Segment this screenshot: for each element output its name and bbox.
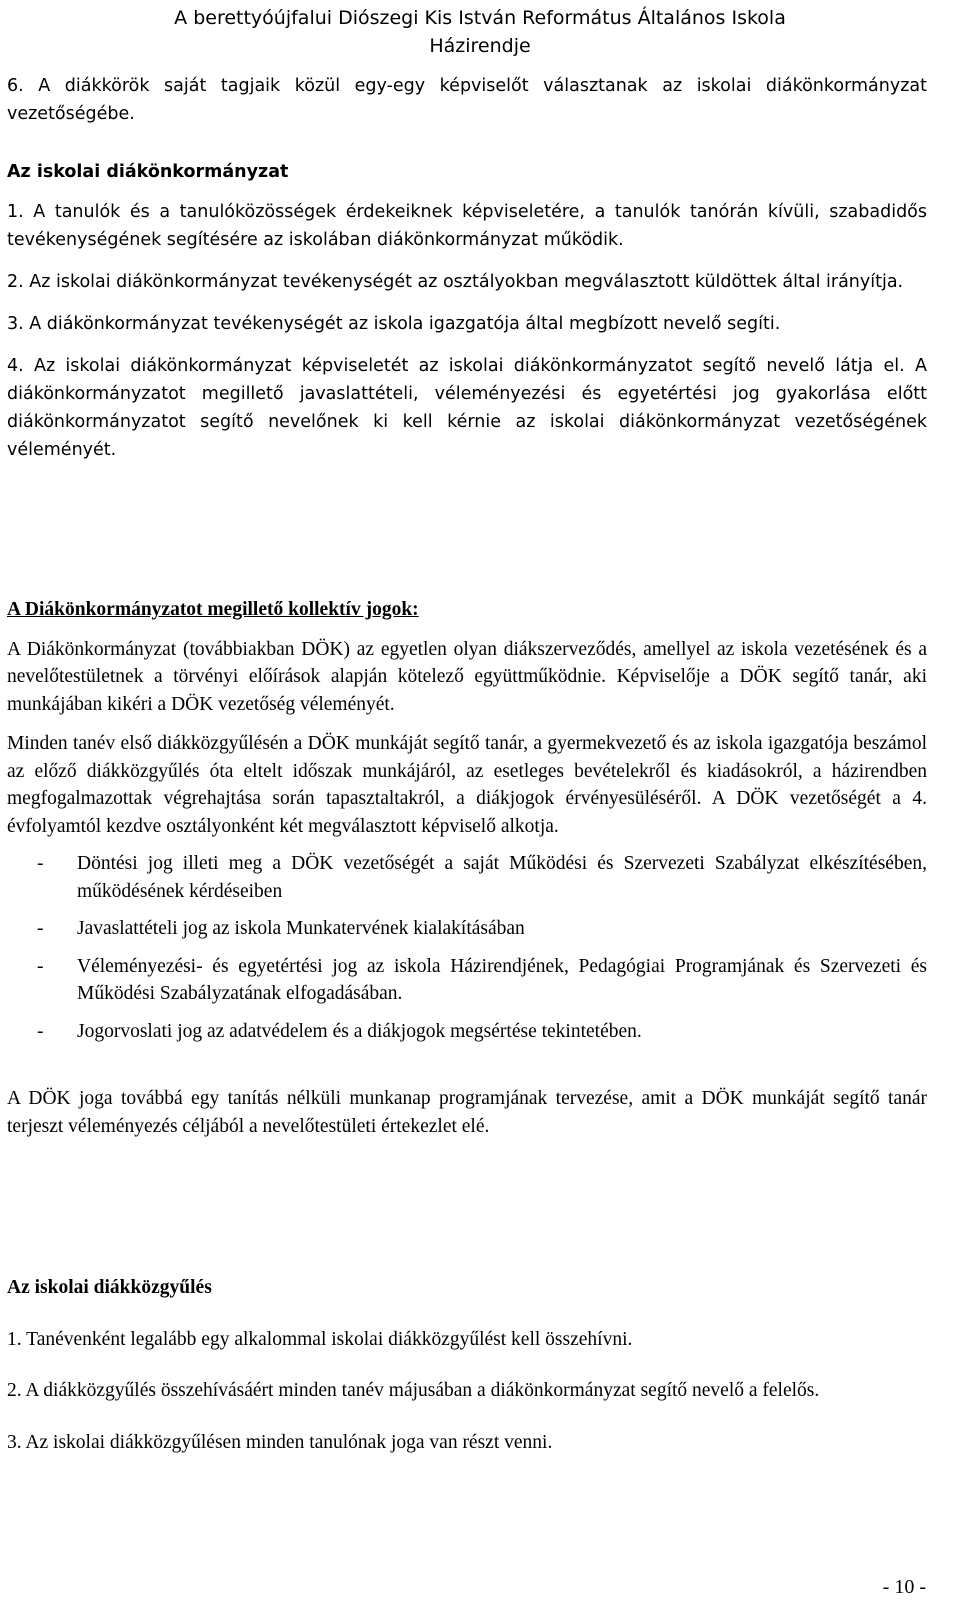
- section-heading-assembly: Az iskolai diákközgyűlés: [7, 1277, 212, 1298]
- list-item: [7, 1018, 927, 1046]
- assembly-section: [7, 1274, 927, 1456]
- assembly-paragraph-1: 1. Tanévenként legalább egy alkalommal iskolai diákközgyűlést kell összehívni.: [7, 1328, 633, 1350]
- list-item: [7, 953, 927, 1008]
- paragraph-6: 6. A diákkörök saját tagjaik közül egy-egy képviselőt választanak az iskolai diákönkormányzat vezetőségébe.: [7, 76, 927, 124]
- dok-section: [7, 158, 927, 464]
- list-item-text: Véleményezési- és egyetértési jog az iskola Házirendjének, Pedagógiai Programjának és Szervezeti és Működési Szabályzatának elfogadásában.: [77, 955, 927, 1004]
- page-number: - 10 -: [882, 1576, 926, 1598]
- list-item-text: Döntési jog illeti meg a DÖK vezetőségét a saját Működési és Szervezeti Szabályzat elkészítésében, működésének kérdéseiben: [77, 853, 927, 902]
- list-item-text: Jogorvoslati jog az adatvédelem és a diákjogok megsértése tekintetében.: [77, 1020, 642, 1042]
- dok-paragraph-3: 3. A diákönkormányzat tevékenységét az iskola igazgatója által megbízott nevelő segíti.: [7, 314, 781, 334]
- assembly-paragraph-3: 3. Az iskolai diákközgyűlésen minden tanulónak joga van részt venni.: [7, 1431, 553, 1453]
- rights-paragraph-3: A DÖK joga továbbá egy tanítás nélküli munkanap programjának tervezése, amit a DÖK munkáját segítő tanár terjeszt véleményezés céljából a nevelőtestületi értekezlet elé.: [7, 1088, 927, 1137]
- list-dash: -: [37, 853, 44, 874]
- header-school-name: A berettyóújfalui Diószegi Kis István Református Általános Iskola: [174, 7, 786, 29]
- section-heading-dok: Az iskolai diákönkormányzat: [7, 162, 289, 182]
- intro-block: [7, 72, 927, 128]
- rights-section: [7, 596, 927, 1140]
- list-item: [7, 850, 927, 905]
- list-item-text: Javaslattételi jog az iskola Munkatervének kialakításában: [77, 918, 525, 939]
- header-document-title: Házirendje: [429, 35, 531, 57]
- rights-paragraph-1: A Diákönkormányzat (továbbiakban DÖK) az egyetlen olyan diákszerveződés, amellyel az iskola vezetésének és a nevelőtestületnek a törvényi előírások alapján kötelező együttműködnie. Képviselője a DÖK segítő tanár, aki munkájában kikéri a DÖK vezetőség véleményét.: [7, 638, 927, 715]
- list-dash: -: [37, 955, 44, 977]
- list-item: [7, 915, 927, 943]
- dok-paragraph-1: 1. A tanulók és a tanulóközösségek érdekeiknek képviseletére, a tanulók tanórán kívüli, szabadidős tevékenységének segítésére az iskolában diákönkormányzat működik.: [7, 202, 927, 250]
- assembly-paragraph-2: 2. A diákközgyűlés összehívásáért minden tanév májusában a diákönkormányzat segítő nevelő a felelős.: [7, 1380, 820, 1401]
- dok-paragraph-4: 4. Az iskolai diákönkormányzat képviseletét az iskolai diákönkormányzatot segítő nevelő látja el. A diákönkormányzatot megillető javaslattételi, véleményezési és egyetértési jog gyakorlása előtt diákönkormányzatot segítő nevelőnek ki kell kérnie az iskolai diákönkormányzat vezetőségének véleményét.: [7, 356, 927, 460]
- rights-list: [7, 850, 927, 1045]
- rights-paragraph-2: Minden tanév első diákközgyűlésén a DÖK munkáját segítő tanár, a gyermekvezető és az iskola igazgatója beszámol az előző diákközgyűlés óta eltelt időszak munkájáról, az esetleges bevételekről és kiadásokról, a házirendben megfogalmazottak végrehajtása során tapasztaltakról, a diákjogok érvényesüléséről. A DÖK vezetőségét a 4. évfolyamtól kezdve osztályonként két megválasztott képviselő alkotja.: [7, 733, 927, 837]
- section-heading-rights: A Diákönkormányzatot megillető kollektív jogok:: [7, 599, 419, 620]
- page-header: [8, 4, 952, 60]
- list-dash: -: [37, 1020, 44, 1042]
- list-dash: -: [37, 918, 44, 939]
- dok-paragraph-2: 2. Az iskolai diákönkormányzat tevékenységét az osztályokban megválasztott küldöttek által irányítja.: [7, 272, 904, 292]
